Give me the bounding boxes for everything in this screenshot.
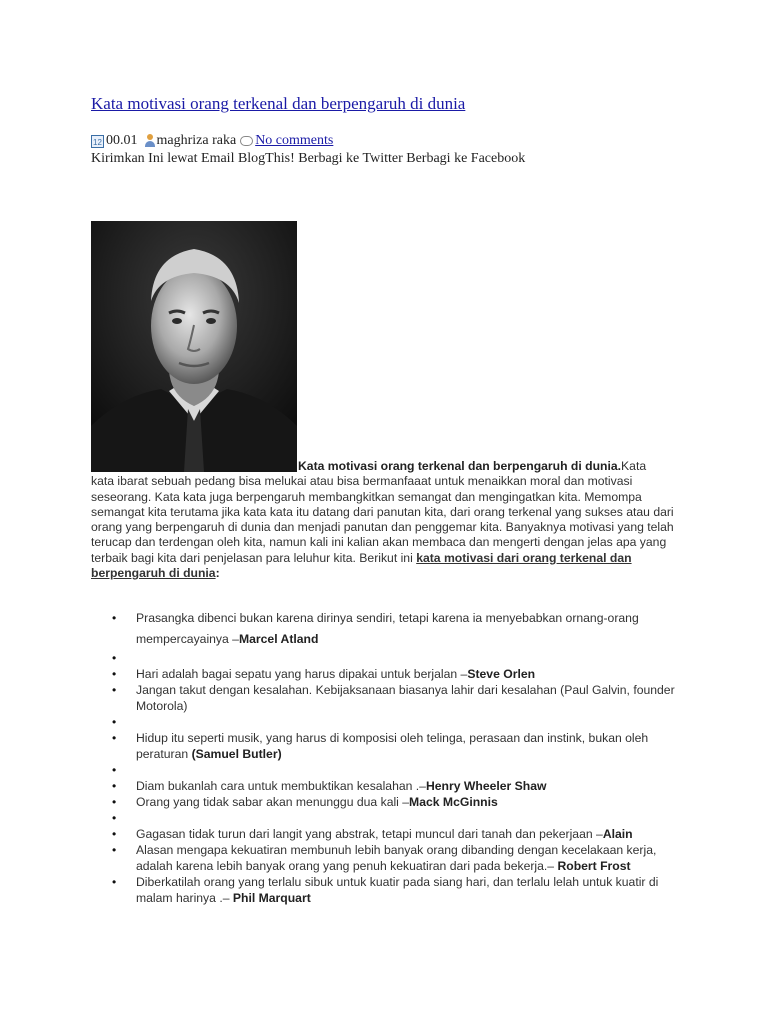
list-item: [91, 762, 691, 778]
list-item: • Prasangka dibenci bukan karena dirinya sendiri, tetapi karena ia menyebabkan ornang-orang mempercayainya –Marcel Atland: [91, 608, 691, 650]
list-item: [91, 714, 691, 730]
calendar-icon: 12: [91, 135, 104, 148]
article-body: [91, 459, 691, 581]
post-author: maghriza raka: [156, 133, 237, 148]
share-links[interactable]: Kirimkan Ini lewat Email BlogThis! Berbagi ke Twitter Berbagi ke Facebook: [91, 151, 526, 166]
user-icon: [144, 134, 156, 148]
portrait-photo: [91, 221, 297, 472]
list-item: • Jangan takut dengan kesalahan. Kebijaksanaan biasanya lahir dari kesalahan (Paul Galvin, founder Motorola): [91, 682, 691, 714]
article-link[interactable]: kata motivasi dari orang terkenal dan berpengaruh di dunia: [91, 550, 632, 581]
list-item: • Orang yang tidak sabar akan menunggu dua kali –Mack McGinnis: [91, 794, 691, 810]
comments-link[interactable]: No comments: [255, 133, 334, 148]
post-meta: [91, 133, 333, 149]
list-item: • Hari adalah bagai sepatu yang harus dipakai untuk berjalan –Steve Orlen: [91, 666, 691, 682]
list-item: [91, 810, 691, 826]
list-item: [91, 650, 691, 666]
list-item: • Hidup itu seperti musik, yang harus di komposisi oleh telinga, perasaan dan instink, bukan oleh peraturan (Samuel Butler): [91, 730, 691, 762]
article-text-start: Kata: [621, 459, 647, 473]
article-paragraph: kata ibarat sebuah pedang bisa melukai atau bisa bermanfaaat untuk menaikkan moral dan motivasi seseorang. Kata kata juga berpengaruh membangkitkan semangat dan mengingatkan kita. Memompa semangat kita terutama jika kata kata itu datang dari panutan kita, dari orang terkenal yang sukses atau dari orang yang berpengaruh di dunia dan menjadi panutan dan penggemar kita. Banyaknya motivasi yang telah terucap dan terdengan oleh kita, namun kali ini kalian akan membaca dan mengerti dengan jelas apa yang terbaik bagi kita dari penjelasan para leluhur kita. Berikut ini: [91, 474, 674, 565]
list-item: • Gagasan tidak turun dari langit yang abstrak, tetapi muncul dari tanah dan pekerjaan –Alain: [91, 826, 691, 842]
comment-icon: [240, 136, 253, 146]
post-title[interactable]: Kata motivasi orang terkenal dan berpengaruh di dunia: [91, 94, 466, 113]
portrait-illustration: [91, 221, 297, 472]
list-item: • Alasan mengapa kekuatiran membunuh lebih banyak orang dibanding dengan kecelakaan kerja, adalah karena lebih banyak orang yang penuh kekuatiran dari pada bekerja.– Robert Frost: [91, 842, 691, 874]
post-time: 00.01: [106, 133, 138, 148]
article-colon: :: [215, 566, 220, 581]
article-bold-intro: Kata motivasi orang terkenal dan berpengaruh di dunia.: [298, 459, 622, 473]
list-item: • Diberkatilah orang yang terlalu sibuk untuk kuatir pada siang hari, dan terlalu lelah untuk kuatir di malam harinya .– Phil Marquart: [91, 874, 691, 906]
list-item: • Diam bukanlah cara untuk membuktikan kesalahan .–Henry Wheeler Shaw: [91, 778, 691, 794]
quote-list: [91, 608, 691, 906]
